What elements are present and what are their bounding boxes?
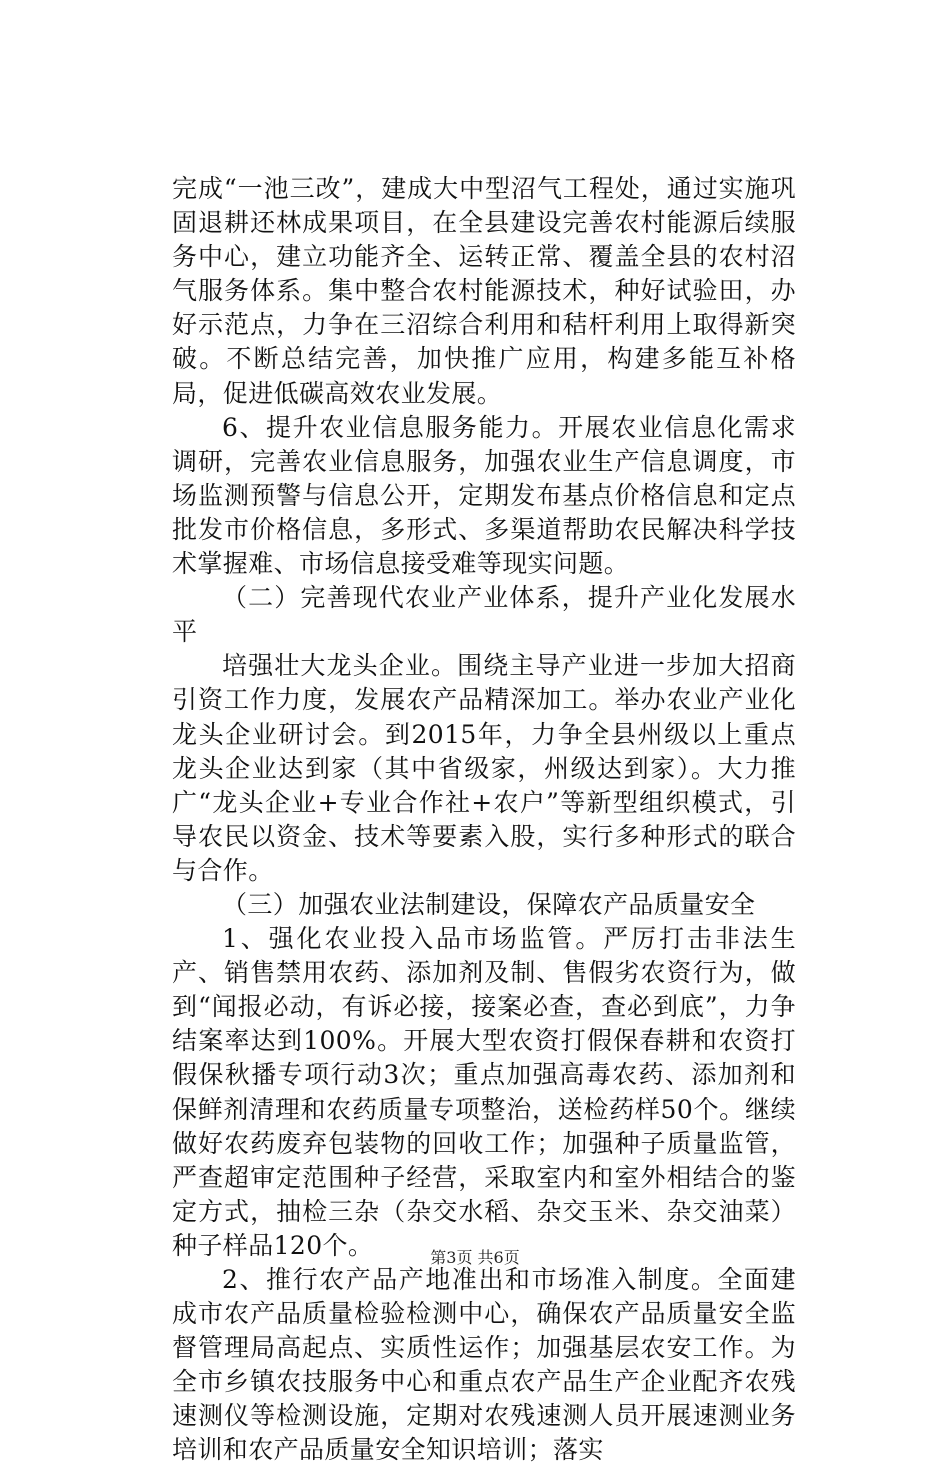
page-number-footer: 第3页 共6页 bbox=[430, 1248, 520, 1267]
paragraph-item-2: 2、推行农产品产地准出和市场准入制度。全面建成市农产品质量检验检测中心，确保农产品质量安全监督管理局高起点、实质性运作；加强基层农安工作。为全市乡镇农技服务中心和重点农产品生产企业配齐农残速测仪等检测设施，定期对农残速测人员开展速测业务培训和农产品质量安全知识培训；落实 bbox=[172, 1265, 796, 1465]
paragraph-continuation: 完成“一池三改”，建成大中型沼气工程处，通过实施巩固退耕还林成果项目，在全县建设完善农村能源后续服务中心，建立功能齐全、运转正常、覆盖全县的农村沼气服务体系。集中整合农村能源技术，种好试验田，办好示范点，力争在三沼综合利用和秸杆利用上取得新突破。不断总结完善，加快推广应用，构建多能互补格局，促进低碳高效农业发展。 bbox=[172, 174, 796, 408]
paragraph-item-1: 1、强化农业投入品市场监管。严厉打击非法生产、销售禁用农药、添加剂及制、售假劣农资行为，做到“闻报必动，有诉必接，接案必查，查必到底”，力争结案率达到100%。开展大型农资打假保春耕和农资打假保秋播专项行动3次；重点加强高毒农药、添加剂和保鲜剂清理和农药质量专项整治，送检药样50个。继续做好农药废弃包装物的回收工作；加强种子质量监管，严查超审定范围种子经营，采取室内和室外相结合的鉴定方式，抽检三杂（杂交水稻、杂交玉米、杂交油菜）种子样品120个。 bbox=[172, 924, 796, 1260]
section-heading-2: （二）完善现代农业产业体系，提升产业化发展水平 bbox=[172, 583, 796, 647]
paragraph-item-6: 6、提升农业信息服务能力。开展农业信息化需求调研，完善农业信息服务，加强农业生产信息调度，市场监测预警与信息公开，定期发布基点价格信息和定点批发市价格信息，多形式、多渠道帮助农民解决科学技术掌握难、市场信息接受难等现实问题。 bbox=[172, 412, 796, 579]
paragraph-leading-enterprises: 培强壮大龙头企业。围绕主导产业进一步加大招商引资工作力度，发展农产品精深加工。举办农业产业化龙头企业研讨会。到2015年，力争全县州级以上重点龙头企业达到家（其中省级家，州级达到家）。大力推广“龙头企业+专业合作社+农户”等新型组织模式，引导农民以资金、技术等要素入股，实行多种形式的联合与合作。 bbox=[172, 651, 796, 885]
section-heading-3: （三）加强农业法制建设，保障农产品质量安全 bbox=[222, 889, 756, 919]
document-body bbox=[172, 172, 796, 1468]
